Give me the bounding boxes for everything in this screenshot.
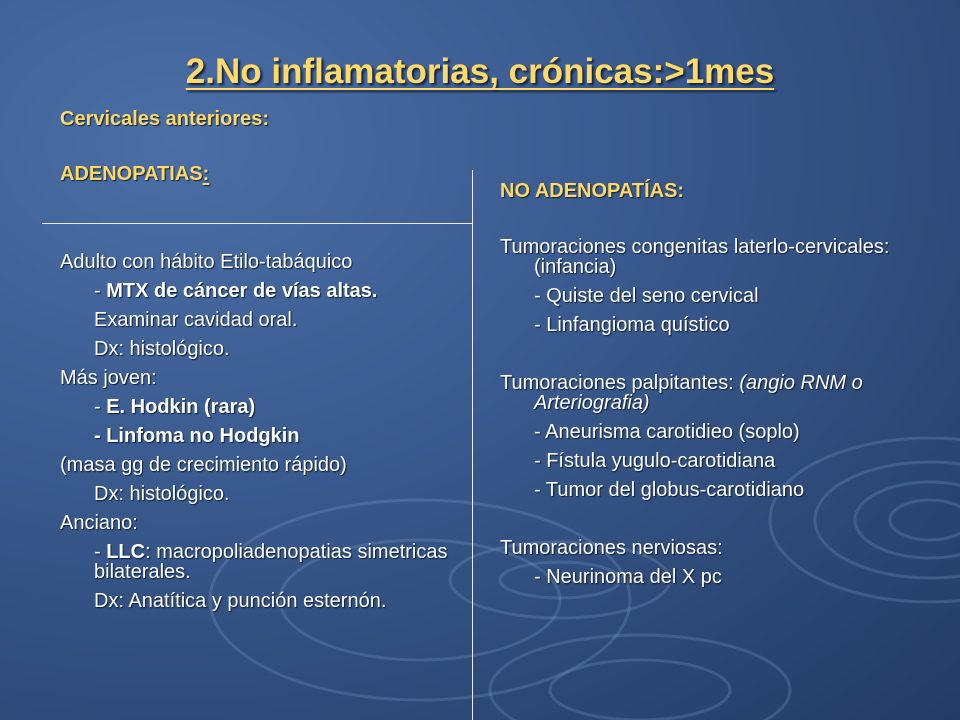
line-hodkin xyxy=(60,393,465,422)
heading-adenopatias xyxy=(60,163,209,186)
mtx-text: MTX de cáncer de vías altas. xyxy=(106,280,378,302)
line-mtx xyxy=(60,277,465,306)
heading-adenopatias-text: ADENOPATIAS xyxy=(60,163,203,185)
line-linfangioma: - Linfangioma quístico xyxy=(534,314,730,336)
llc-text: LLC xyxy=(106,541,146,563)
line-adulto: Adulto con hábito Etilo-tabáquico xyxy=(60,251,353,273)
line-dx-1: Dx: histológico. xyxy=(94,338,230,360)
horizontal-divider xyxy=(42,223,472,224)
line-mas-joven: Más joven: xyxy=(60,367,157,389)
subtitle-cervicales: Cervicales anteriores: xyxy=(60,108,270,130)
line-dx-2: Dx: histológico. xyxy=(94,483,230,505)
line-fistula: - Fístula yugulo-carotidiana xyxy=(534,450,776,472)
line-dx-3: Dx: Anatítica y punción esternón. xyxy=(94,590,387,612)
llc-prefix: - xyxy=(94,541,107,563)
line-linfoma: - Linfoma no Hodgkin xyxy=(94,425,300,447)
line-examinar: Examinar cavidad oral. xyxy=(94,309,298,331)
line-nerviosas: Tumoraciones nerviosas: xyxy=(500,537,723,559)
line-llc xyxy=(60,538,465,587)
line-tumor: - Tumor del globus-carotidiano xyxy=(534,479,805,501)
heading-no-adenopatias: NO ADENOPATÍAS: xyxy=(500,180,685,202)
hodkin-prefix: - xyxy=(94,396,107,418)
mtx-prefix: - xyxy=(94,280,107,302)
line-neurinoma: - Neurinoma del X pc xyxy=(534,566,722,588)
line-anciano: Anciano: xyxy=(60,512,138,534)
slide-title: 2.No inflamatorias, crónicas:>1mes xyxy=(185,52,775,91)
spacer xyxy=(500,340,895,369)
line-masa: (masa gg de crecimiento rápido) xyxy=(60,454,347,476)
palpitantes-text: Tumoraciones palpitantes: xyxy=(500,372,740,394)
line-congenitas: Tumoraciones congenitas laterlo-cervicales: (infancia) xyxy=(500,236,890,278)
left-column xyxy=(60,248,465,616)
heading-adenopatias-colon: : xyxy=(202,163,210,185)
spacer xyxy=(500,505,895,534)
line-aneurisma: - Aneurisma carotidieo (soplo) xyxy=(534,421,800,443)
llc-rest: : macropoliadenopatias simetricas bilaterales. xyxy=(94,541,448,583)
hodkin-text: E. Hodkin (rara) xyxy=(106,396,256,418)
line-quiste: - Quiste del seno cervical xyxy=(534,285,759,307)
right-column xyxy=(500,233,895,592)
line-palpitantes xyxy=(500,369,895,418)
palpitantes-italic: (angio RNM o Arteriografia) xyxy=(534,372,863,414)
vertical-divider xyxy=(472,170,473,720)
